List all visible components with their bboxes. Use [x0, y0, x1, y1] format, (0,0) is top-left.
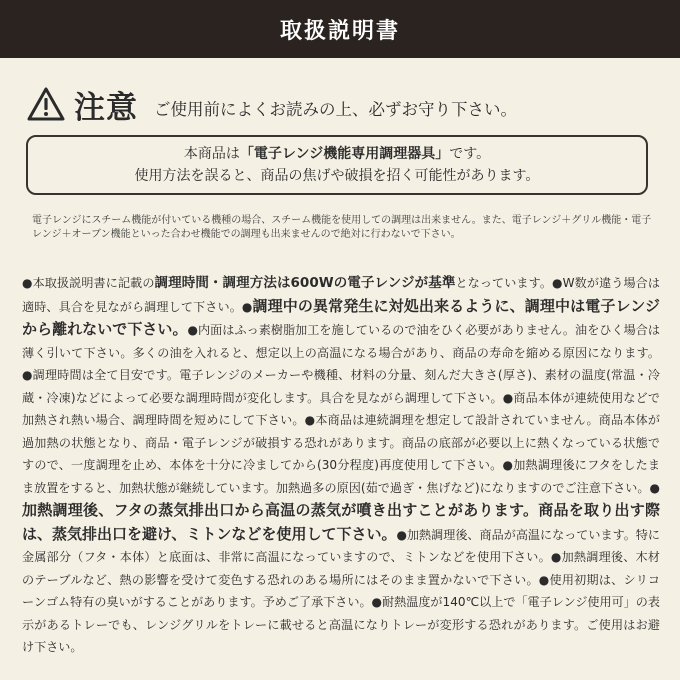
instruction-emphasis: 加熱調理後、フタの蒸気排出口から高温の蒸気が噴き出すことがあります。商品を取り出す際は、蒸気排出口を避け、ミトンなどを使用して下さい。 [22, 501, 660, 543]
bullet: ● [502, 458, 514, 472]
bullet: ● [550, 550, 562, 564]
bullet: ● [22, 368, 33, 382]
caution-heading [26, 82, 517, 126]
notice-box [26, 135, 648, 195]
caution-label: 注意 [74, 89, 138, 126]
notice-text: です。 [449, 146, 491, 162]
notice-line-2: 使用方法を誤ると、商品の焦げや破損を招く可能性があります。 [134, 168, 540, 184]
bullet: ● [649, 480, 660, 495]
instruction-text: 加熱調理後、木材のテーブルなど、熱の影響を受けて変色する恐れのある場所にはそのまま置かないで下さい。 [22, 550, 660, 587]
instruction-text: となっています。 [455, 276, 553, 290]
title-bar [0, 0, 680, 58]
instruction-text: 本取扱説明書に記載の [32, 276, 155, 290]
instruction-text: 耐熱温度が140℃以上で「電子レンジ使用可」の表示があるトレーでも、レンジグリルをトレーに載せると高温になりトレーが変形する恐れがあります。ご使用はお避け下さい。 [22, 595, 660, 654]
instruction-emphasis: 調理中の異常発生に対処出来るように、調理中は電子レンジから離れないで下さい。 [22, 296, 660, 338]
notice-text: 本商品は [183, 146, 240, 162]
bullet: ● [187, 323, 199, 337]
bullet: ● [241, 299, 253, 314]
bullet: ● [304, 413, 316, 427]
bullet: ● [22, 276, 33, 290]
bullet: ● [552, 276, 563, 290]
instructions-body [22, 272, 660, 659]
bullet: ● [371, 595, 383, 609]
caution-subtitle: ご使用前によくお読みの上、必ずお守り下さい。 [154, 100, 517, 119]
instruction-text: 加熱調理後、商品が高温になっています。特に金属部分（フタ・本体）と底面は、非常に高温になっていますので、ミトンなどを使用下さい。 [22, 527, 660, 564]
instruction-text: 使用初期は、シリコーンゴム特有の臭いがすることがあります。予めご了承下さい。 [22, 572, 660, 609]
notice-emphasis: 「電子レンジ機能専用調理器具」 [239, 146, 450, 162]
bullet: ● [396, 527, 407, 542]
instruction-text: 本商品は連続調理を想定して設計されていません。商品本体が過加熱の状態となり、商品・電子レンジが破損する恐れがあります。商品の底部が必要以上に熱くなっている状態ですので、一度調理を止め、本体を十分に冷ましてから(30分程度)再度使用して下さい。 [22, 413, 660, 472]
instruction-text: 商品本体が連続使用などで加熱され熱い場合、調理時間を短めにして下さい。 [22, 390, 660, 427]
instruction-text: 調理時間は全て目安です。電子レンジのメーカーや機種、材料の分量、刻んだ大きさ(厚さ)、素材の温度(常温・冷蔵・冷凍)などによって必要な調理時間が変化します。具合を見ながら調理して下さい。 [22, 368, 660, 405]
instruction-emphasis: 調理時間・調理方法は600Wの電子レンジが基準 [154, 275, 456, 291]
page-title: 取扱説明書 [279, 18, 400, 44]
steam-function-note: 電子レンジにスチーム機能が付いている機種の場合、スチーム機能を使用しての調理は出来ません。また、電子レンジ＋グリル機能・電子レンジ＋オーブン機能といった合わせ機能での調理も出来ませんので絶対に行わないで下さい。 [32, 215, 652, 240]
notice-line-1 [184, 143, 490, 165]
bullet: ● [502, 390, 514, 405]
warning-triangle-icon [26, 86, 66, 122]
instruction-text: W数が違う場合は適時、具合を見ながら調理して下さい。 [22, 276, 660, 314]
instruction-text: 内面はふっ素樹脂加工を施しているので油をひく必要がありません。油をひく場合は薄く引いて下さい。多くの油を入れると、想定以上の高温になる場合があり、商品の寿命を縮める原因になります。 [22, 323, 660, 360]
bullet: ● [538, 572, 550, 587]
instruction-text: 加熱調理後にフタをしたまま放置をすると、加熱状態が継続しています。加熱過多の原因(茹で過ぎ・焦げなど)になりますのでご注意下さい。 [22, 458, 660, 495]
